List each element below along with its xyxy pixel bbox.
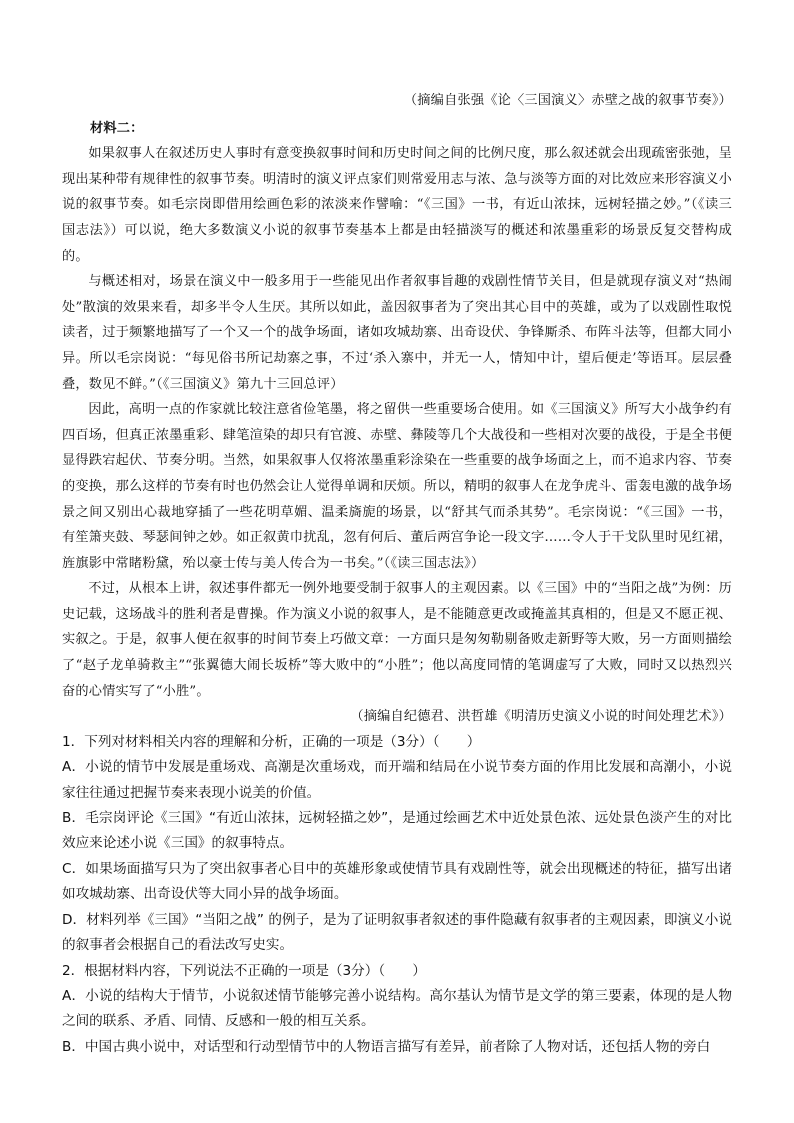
source-citation-1: （摘编自张强《论〈三国演义〉赤壁之战的叙事节奏》） [403,93,732,108]
question-1-option-c: C．如果场面描写只为了突出叙事者心目中的英雄形象或使情节具有戏剧性等，就会出现概述的特征，描写出诸如攻城劫寨、出奇设伏等大同小异的战争场面。 [62,860,732,903]
question-1-option-b: B．毛宗岗评论《三国》“有近山浓抹，远树轻描之妙”，是通过绘画艺术中近处景色浓、远处景色淡产生的对比效应来论述小说《三国》的叙事特点。 [62,810,732,852]
question-1-option-a: A．小说的情节中发展是重场戏、高潮是次重场戏，而开端和结局在小说节奏方面的作用比发展和高潮小，小说家往往通过把握节奏来表现小说美的价值。 [62,759,732,801]
paragraph-1: 如果叙事人在叙述历史人事时有意变换叙事时间和历史时间之间的比例尺度，那么叙述就会出现疏密张弛，呈现出某种带有规律性的叙事节奏。明清时的演义评点家们则常爱用志与浓、急与淡等方面的对比效应来形容演义小说的叙事节奏。如毛宗岗即借用绘画色彩的浓淡来作譬喻：“《三国》一书，有近山浓抹，远树轻描之妙。”（《读三国志法》）可以说，绝大多数演义小说的叙事节奏基本上都是由轻描淡写的概述和浓墨重彩的场景反复交替构成的。 [62,146,732,264]
source-citation-2: （摘编自纪德君、洪哲雄《明清历史演义小说的时间处理艺术》） [350,709,732,725]
question-2-option-a: A．小说的结构大于情节，小说叙述情节能够完善小说结构。高尔基认为情节是文学的第三要素，体现的是人物之间的联系、矛盾、同情、反感和一般的相互关系。 [62,987,732,1030]
paragraph-2: 与概述相对，场景在演义中一般多用于一些能见出作者叙事旨趣的戏剧性情节关目，但是就现存演义对“热闹处”散演的效果来看，却多半令人生厌。其所以如此，盖因叙事者为了突出其心目中的英雄，或为了以戏剧性取悦读者，过于频繁地描写了一个又一个的战争场面，诸如攻城劫寨、出奇设伏、争锋厮杀、布阵斗法等，但都大同小异。所以毛宗岗说：“每见俗书所记劫寨之事，不过‘杀入寨中，并无一人，情知中计，望后便走’等语耳。层层叠叠，数见不鲜。”（《三国演义》第九十三回总评） [62,274,732,392]
reading-material [62,88,732,730]
paragraph-4: 不过，从根本上讲，叙述事件都无一例外地要受制于叙事人的主观因素。以《三国》中的“当阳之战”为例：历史记载，这场战斗的胜利者是曹操。作为演义小说的叙事人，是不能随意更改或掩盖其真相的，但是又不愿正视、实叙之。于是，叙事人便在叙事的时间节奏上巧做文章：一方面只是匆匆勒剔备败走新野等大败，另一方面则描绘了“赵子龙单骑救主”“张翼德大闹长坂桥”等大败中的“小胜”；他以高度同情的笔调虚写了大败，同时又以热烈兴奋的心情实写了“小胜”。 [62,581,732,699]
question-1-option-d: D．材料列举《三国》“当阳之战” 的例子，是为了证明叙事者叙述的事件隐藏有叙事者的主观因素，即演义小说的叙事者会根据自己的看法改写史实。 [62,911,732,954]
question-2-stem: 2．根据材料内容，下列说法不正确的一项是（3分）（ ） [62,962,426,979]
questions-section [62,730,732,1060]
paragraph-3: 因此，高明一点的作家就比较注意省俭笔墨，将之留供一些重要场合使用。如《三国演义》所写大小战争约有四百场，但真正浓墨重彩、肆笔渲染的却只有官渡、赤壁、彝陵等几个大战役和一些相对次要的战役，于是全书便显得跌宕起伏、节奏分明。当然，如果叙事人仅将浓墨重彩涂染在一些重要的战争场面之上，而不追求内容、节奏的变换，那么这样的节奏有时也仍然会让人觉得单调和厌烦。所以，精明的叙事人在龙争虎斗、雷轰电激的战争场景之间又别出心裁地穿插了一些花明草媚、温柔旖旎的场景，以“舒其气而杀其势”。毛宗岗说：“《三国》一书，有笙箫夹鼓、琴瑟间钟之妙。如正叙黄巾扰乱，忽有何后、董后两宫争论一段文字……令人于干戈队里时见红裙，旌旗影中常睹粉黛，殆以豪士传与美人传合为一书矣。”（《读三国志法》） [62,402,732,571]
question-2-option-b: B．中国古典小说中，对话型和行动型情节中的人物语言描写有差异，前者除了人物对话，还包括人物的旁白 [62,1038,711,1055]
material-2-label: 材料二： [90,120,144,136]
question-1-stem: 1．下列对材料相关内容的理解和分析，正确的一项是（3分）（ ） [62,733,481,750]
